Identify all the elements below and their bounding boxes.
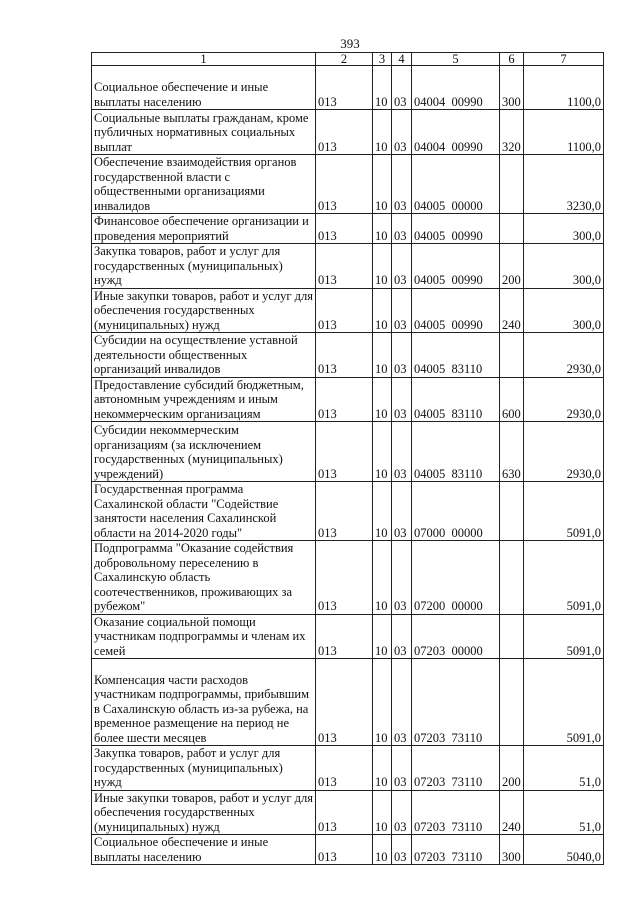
row-sum-cell: 2930,0 <box>524 377 604 422</box>
table-row <box>92 66 604 110</box>
row-rz-cell: 10 <box>373 835 392 865</box>
row-name-cell: Компенсация части расходов участникам подпрограммы, прибывшим в Сахалинскую область из-за рубежа, на временное размещение на период не более шести месяцев <box>92 659 316 746</box>
row-sum-cell: 1100,0 <box>524 66 604 110</box>
row-ved-cell: 013 <box>316 541 373 615</box>
page-number: 393 <box>340 36 360 51</box>
table-row <box>92 422 604 482</box>
row-vr-cell <box>500 333 524 378</box>
row-pr-cell: 03 <box>392 244 412 289</box>
row-pr-cell: 03 <box>392 377 412 422</box>
row-rz-cell: 10 <box>373 614 392 659</box>
table-row <box>92 482 604 541</box>
row-rz-cell: 10 <box>373 482 392 541</box>
row-ved-cell: 013 <box>316 659 373 746</box>
row-csr-cell: 07200 00000 <box>412 541 500 615</box>
row-sum-cell: 5091,0 <box>524 614 604 659</box>
row-rz-cell: 10 <box>373 288 392 333</box>
row-name-cell: Субсидии некоммерческим организациям (за исключением государственных (муниципальных) учреждений) <box>92 422 316 482</box>
row-name-cell: Обеспечение взаимодействия органов государственной власти с общественными организациями инвалидов <box>92 155 316 214</box>
row-pr-cell: 03 <box>392 659 412 746</box>
row-sum-cell: 300,0 <box>524 288 604 333</box>
row-vr-cell: 300 <box>500 835 524 865</box>
row-sum-cell: 51,0 <box>524 746 604 791</box>
row-rz-cell: 10 <box>373 244 392 289</box>
column-header-name: 1 <box>92 53 316 66</box>
row-name-cell: Социальное обеспечение и иные выплаты населению <box>92 66 316 110</box>
row-rz-cell: 10 <box>373 422 392 482</box>
row-rz-cell: 10 <box>373 541 392 615</box>
row-name-cell: Оказание социальной помощи участникам подпрограммы и членам их семей <box>92 614 316 659</box>
column-header-rz: 3 <box>373 53 392 66</box>
row-pr-cell: 03 <box>392 288 412 333</box>
row-ved-cell: 013 <box>316 746 373 791</box>
table-body <box>92 66 604 865</box>
table-row <box>92 746 604 791</box>
row-csr-cell: 07203 00000 <box>412 614 500 659</box>
row-csr-cell: 04005 83110 <box>412 377 500 422</box>
row-sum-cell: 5091,0 <box>524 482 604 541</box>
row-csr-cell: 07203 73110 <box>412 790 500 835</box>
row-rz-cell: 10 <box>373 214 392 244</box>
row-name-cell: Иные закупки товаров, работ и услуг для обеспечения государственных (муниципальных) нужд <box>92 288 316 333</box>
row-sum-cell: 300,0 <box>524 214 604 244</box>
budget-table <box>91 52 604 865</box>
row-csr-cell: 04005 83110 <box>412 333 500 378</box>
table-row <box>92 214 604 244</box>
row-vr-cell <box>500 541 524 615</box>
row-csr-cell: 07203 73110 <box>412 659 500 746</box>
row-name-cell: Предоставление субсидий бюджетным, автономным учреждениям и иным некоммерческим организациям <box>92 377 316 422</box>
row-pr-cell: 03 <box>392 541 412 615</box>
row-pr-cell: 03 <box>392 482 412 541</box>
column-header-pr: 4 <box>392 53 412 66</box>
row-csr-cell: 04005 83110 <box>412 422 500 482</box>
row-sum-cell: 3230,0 <box>524 155 604 214</box>
row-pr-cell: 03 <box>392 614 412 659</box>
row-rz-cell: 10 <box>373 377 392 422</box>
column-header-vr: 6 <box>500 53 524 66</box>
row-vr-cell: 240 <box>500 790 524 835</box>
column-header-csr: 5 <box>412 53 500 66</box>
row-name-cell: Субсидии на осуществление уставной деятельности общественных организаций инвалидов <box>92 333 316 378</box>
row-sum-cell: 51,0 <box>524 790 604 835</box>
row-vr-cell: 200 <box>500 244 524 289</box>
row-ved-cell: 013 <box>316 482 373 541</box>
table-row <box>92 790 604 835</box>
row-name-cell: Подпрограмма "Оказание содействия добровольному переселению в Сахалинскую область соотечественников, проживающих за рубежом" <box>92 541 316 615</box>
row-sum-cell: 5091,0 <box>524 541 604 615</box>
row-name-cell: Закупка товаров, работ и услуг для государственных (муниципальных) нужд <box>92 244 316 289</box>
row-vr-cell: 320 <box>500 110 524 155</box>
row-vr-cell: 600 <box>500 377 524 422</box>
table-row <box>92 110 604 155</box>
row-pr-cell: 03 <box>392 214 412 244</box>
row-csr-cell: 04005 00000 <box>412 155 500 214</box>
row-ved-cell: 013 <box>316 790 373 835</box>
row-ved-cell: 013 <box>316 110 373 155</box>
row-pr-cell: 03 <box>392 110 412 155</box>
row-name-cell: Финансовое обеспечение организации и проведения мероприятий <box>92 214 316 244</box>
table-row <box>92 541 604 615</box>
row-pr-cell: 03 <box>392 66 412 110</box>
row-ved-cell: 013 <box>316 614 373 659</box>
row-rz-cell: 10 <box>373 333 392 378</box>
header-row <box>92 53 604 66</box>
row-csr-cell: 04004 00990 <box>412 66 500 110</box>
row-pr-cell: 03 <box>392 155 412 214</box>
table-row <box>92 614 604 659</box>
column-header-ved: 2 <box>316 53 373 66</box>
row-vr-cell <box>500 659 524 746</box>
table-row <box>92 377 604 422</box>
row-ved-cell: 013 <box>316 155 373 214</box>
row-sum-cell: 5040,0 <box>524 835 604 865</box>
row-vr-cell <box>500 214 524 244</box>
row-pr-cell: 03 <box>392 790 412 835</box>
row-ved-cell: 013 <box>316 377 373 422</box>
row-sum-cell: 1100,0 <box>524 110 604 155</box>
row-pr-cell: 03 <box>392 746 412 791</box>
row-rz-cell: 10 <box>373 155 392 214</box>
row-ved-cell: 013 <box>316 214 373 244</box>
row-csr-cell: 07000 00000 <box>412 482 500 541</box>
row-vr-cell: 300 <box>500 66 524 110</box>
row-rz-cell: 10 <box>373 659 392 746</box>
row-sum-cell: 5091,0 <box>524 659 604 746</box>
row-vr-cell: 630 <box>500 422 524 482</box>
row-vr-cell <box>500 482 524 541</box>
row-name-cell: Государственная программа Сахалинской области "Содействие занятости населения Сахалинской области на 2014-2020 годы" <box>92 482 316 541</box>
row-ved-cell: 013 <box>316 66 373 110</box>
row-sum-cell: 2930,0 <box>524 422 604 482</box>
table-row <box>92 155 604 214</box>
row-csr-cell: 04005 00990 <box>412 244 500 289</box>
row-rz-cell: 10 <box>373 790 392 835</box>
table-row <box>92 333 604 378</box>
row-pr-cell: 03 <box>392 422 412 482</box>
row-ved-cell: 013 <box>316 422 373 482</box>
row-csr-cell: 04005 00990 <box>412 288 500 333</box>
row-rz-cell: 10 <box>373 66 392 110</box>
row-pr-cell: 03 <box>392 835 412 865</box>
row-vr-cell: 240 <box>500 288 524 333</box>
row-name-cell: Иные закупки товаров, работ и услуг для обеспечения государственных (муниципальных) нужд <box>92 790 316 835</box>
row-ved-cell: 013 <box>316 835 373 865</box>
row-sum-cell: 2930,0 <box>524 333 604 378</box>
row-csr-cell: 04004 00990 <box>412 110 500 155</box>
table-row <box>92 659 604 746</box>
table-row <box>92 835 604 865</box>
table-row <box>92 288 604 333</box>
row-name-cell: Социальные выплаты гражданам, кроме публичных нормативных социальных выплат <box>92 110 316 155</box>
row-ved-cell: 013 <box>316 244 373 289</box>
row-name-cell: Закупка товаров, работ и услуг для государственных (муниципальных) нужд <box>92 746 316 791</box>
row-csr-cell: 04005 00990 <box>412 214 500 244</box>
row-name-cell: Социальное обеспечение и иные выплаты населению <box>92 835 316 865</box>
column-header-sum: 7 <box>524 53 604 66</box>
row-csr-cell: 07203 73110 <box>412 746 500 791</box>
row-rz-cell: 10 <box>373 746 392 791</box>
row-rz-cell: 10 <box>373 110 392 155</box>
row-pr-cell: 03 <box>392 333 412 378</box>
row-vr-cell <box>500 155 524 214</box>
row-csr-cell: 07203 73110 <box>412 835 500 865</box>
row-ved-cell: 013 <box>316 288 373 333</box>
row-sum-cell: 300,0 <box>524 244 604 289</box>
row-vr-cell <box>500 614 524 659</box>
table-row <box>92 244 604 289</box>
row-ved-cell: 013 <box>316 333 373 378</box>
row-vr-cell: 200 <box>500 746 524 791</box>
